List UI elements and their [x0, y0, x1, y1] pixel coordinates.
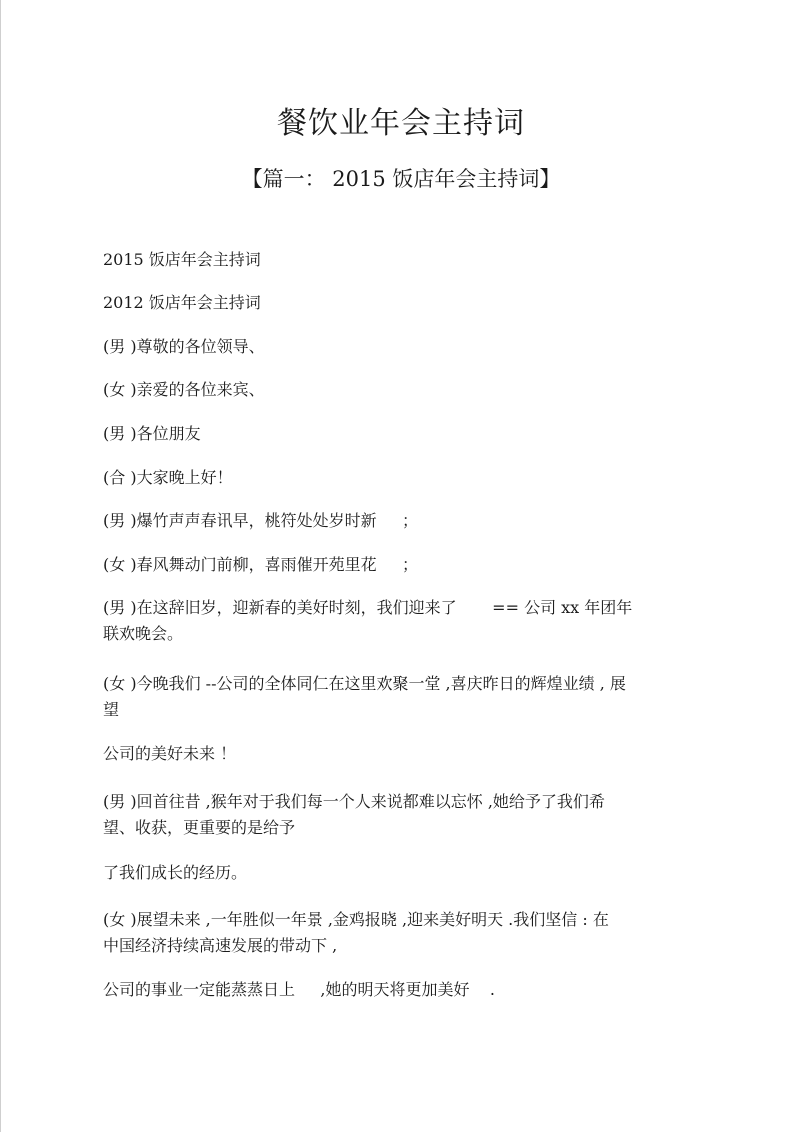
paragraph: 2015 饭店年会主持词 — [103, 250, 261, 269]
paragraph: (女 )展望未来 ,一年胜似一年景 ,金鸡报晓 ,迎来美好明天 .我们坚信 : 在 中国经济持续高速发展的带动下 , — [103, 910, 609, 955]
paragraph: (男 )在这辞旧岁，迎新春的美好时刻，我们迎来了 == 公司 xx 年团年 联欢晚会。 — [103, 598, 633, 643]
paragraph: (男 )各位朋友 — [103, 424, 201, 443]
paragraph: (男 )爆竹声声春讯早，桃符处处岁时新 ； — [103, 511, 419, 530]
paragraph: (男 )尊敬的各位领导、 — [103, 337, 265, 356]
document-title: 餐饮业年会主持词 — [277, 106, 525, 141]
document-subtitle: 【篇一： 2015 饭店年会主持词】 — [241, 167, 561, 191]
paragraph: 了我们成长的经历。 — [103, 863, 248, 882]
paragraph: 公司的事业一定能蒸蒸日上 ,她的明天将更加美好 . — [103, 980, 495, 999]
paragraph: (合 )大家晚上好！ — [103, 468, 233, 487]
paragraph: 2012 饭店年会主持词 — [103, 293, 261, 312]
paragraph: (男 )回首往昔 ,猴年对于我们每一个人来说都难以忘怀 ,她给予了我们希 望、收获，更重要的是给予 — [103, 792, 605, 837]
paragraph: 公司的美好未来 ！ — [103, 744, 237, 763]
paragraph: (女 )亲爱的各位来宾、 — [103, 380, 265, 399]
paragraph: (女 )春风舞动门前柳，喜雨催开苑里花 ； — [103, 555, 419, 574]
paragraph: (女 )今晚我们 --公司的全体同仁在这里欢聚一堂 ,喜庆昨日的辉煌业绩 , 展 望 — [103, 674, 626, 719]
